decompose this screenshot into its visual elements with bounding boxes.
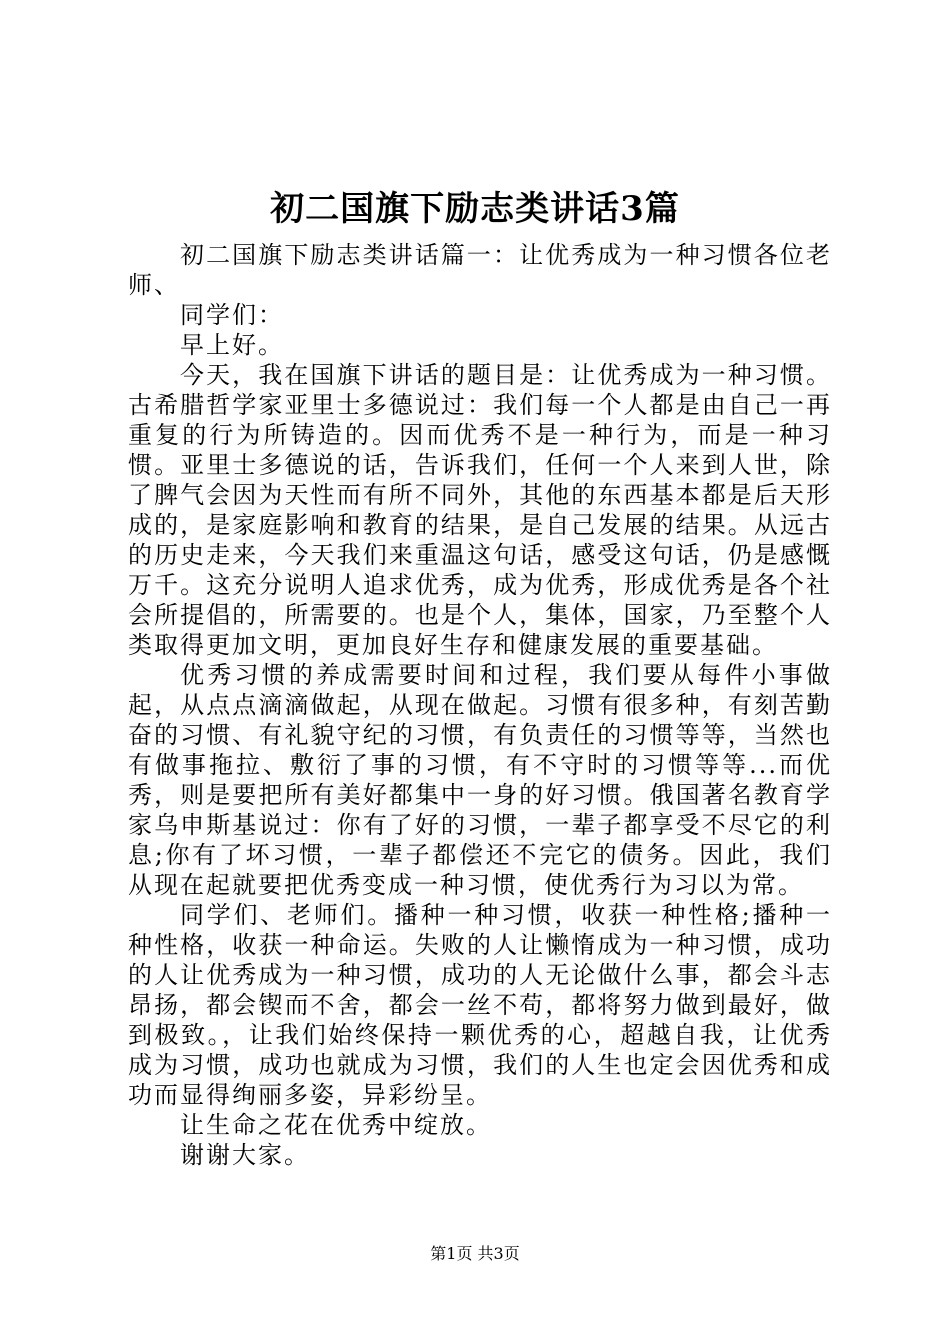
paragraph-call-to-action: 同学们、老师们。播种一种习惯，收获一种性格;播种一种性格，收获一种命运。失败的人让懒惰成为一种习惯，成功的人让优秀成为一种习惯，成功的人无论做什么事，都会斗志昂扬，都会锲而不舍，都会一丝不苟，都将努力做到最好，做到极致。，让我们始终保持一颗优秀的心，超越自我，让优秀成为习惯，成功也就成为习惯，我们的人生也定会因优秀和成功而显得绚丽多姿，异彩纷呈。 xyxy=(128,901,832,1109)
paragraph-good-morning: 早上好。 xyxy=(180,331,284,359)
paragraph-topic: 今天，我在国旗下讲话的题目是：让优秀成为一种习惯。古希腊哲学家亚里士多德说过：我们每一个人都是由自己一再重复的行为所铸造的。因而优秀不是一种行为，而是一种习惯。亚里士多德说的话，告诉我们，任何一个人来到人世，除了脾气会因为天性而有所不同外，其他的东西基本都是后天形成的，是家庭影响和教育的结果，是自己发展的结果。从远古的历史走来，今天我们来重温这句话，感受这句话，仍是感慨万千。这充分说明人追求优秀，成为优秀，形成优秀是各个社会所提倡的，所需要的。也是个人，集体，国家，乃至整个人类取得更加文明，更加良好生存和健康发展的重要基础。 xyxy=(128,361,832,659)
paragraph-habit-formation: 优秀习惯的养成需要时间和过程，我们要从每件小事做起，从点点滴滴做起，从现在做起。习惯有很多种，有刻苦勤奋的习惯、有礼貌守纪的习惯，有负责任的习惯等等，当然也有做事拖拉、敷衍了事的习惯，有不守时的习惯等等...而优秀，则是要把所有美好都集中一身的好习惯。俄国著名教育学家乌申斯基说过：你有了好的习惯，一辈子都享受不尽它的利息;你有了坏习惯，一辈子都偿还不完它的债务。因此，我们从现在起就要把优秀变成一种习惯，使优秀行为习以为常。 xyxy=(128,661,832,899)
document-title: 初二国旗下励志类讲话3篇 xyxy=(270,189,680,229)
paragraph-greeting-students: 同学们： xyxy=(180,301,284,329)
paragraph-closing-line: 让生命之花在优秀中绽放。 xyxy=(180,1111,492,1139)
document-body xyxy=(128,240,832,1170)
paragraph-thanks: 谢谢大家。 xyxy=(180,1141,310,1169)
paragraph-intro: 初二国旗下励志类讲话篇一：让优秀成为一种习惯各位老师、 xyxy=(128,241,832,299)
page-number-footer: 第1页 共3页 xyxy=(430,1244,520,1263)
